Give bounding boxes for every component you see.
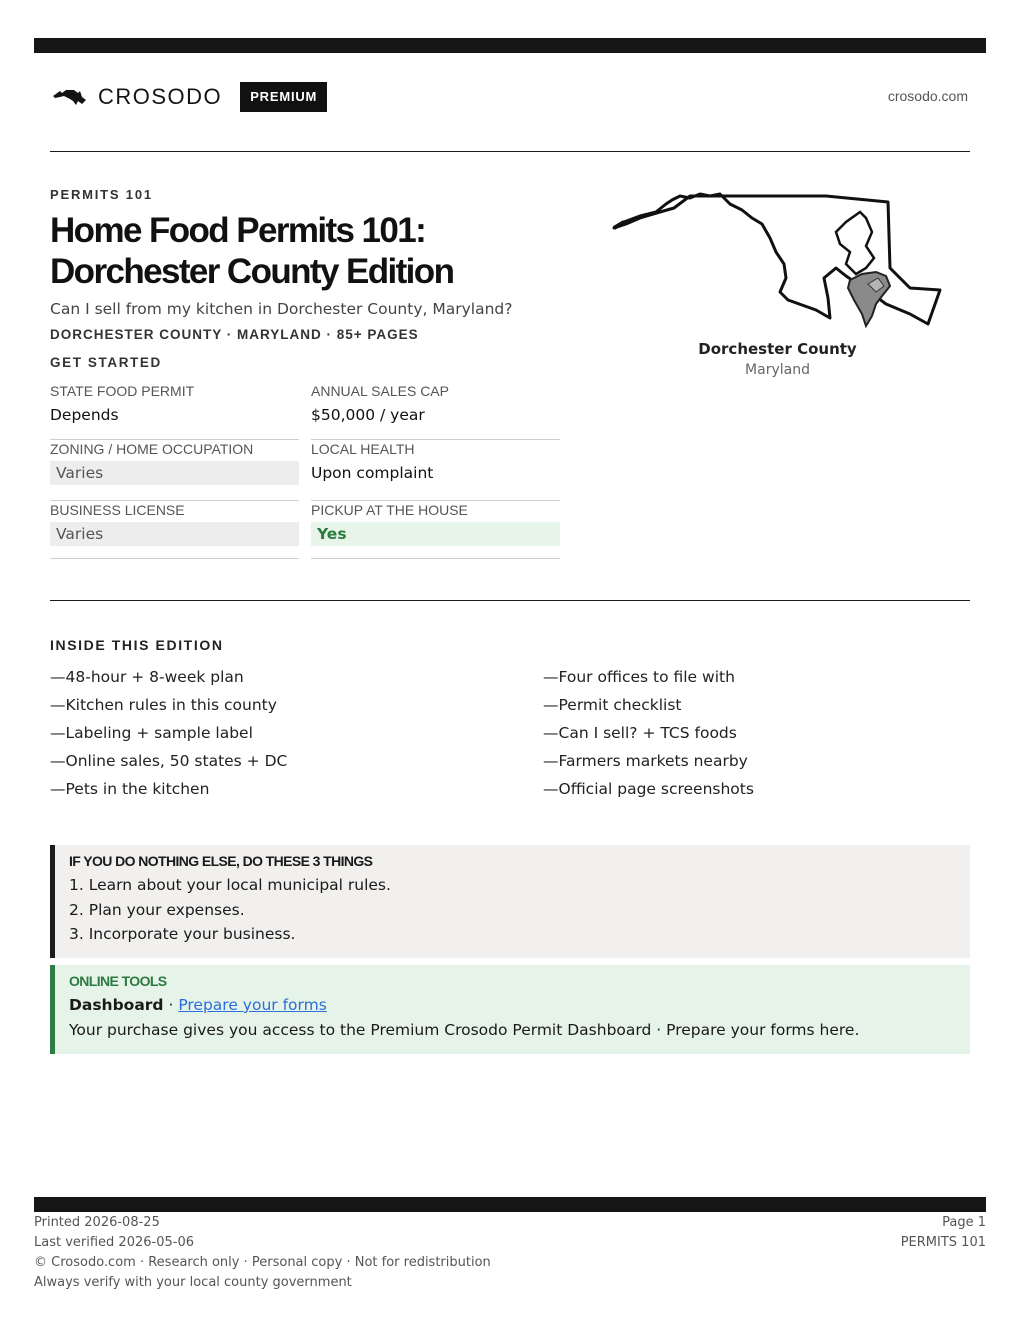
toc-item: —Can I sell? + TCS foods [543, 724, 737, 742]
fact-value: Varies [50, 461, 299, 485]
online-tools-callout [50, 965, 970, 1054]
fact-value: Varies [50, 522, 299, 546]
page-title [50, 210, 610, 292]
disclaimer: Always verify with your local county government [34, 1275, 352, 1290]
fact-value: Yes [311, 522, 560, 546]
dashboard-separator: · [163, 996, 179, 1014]
toc-item: —Pets in the kitchen [50, 780, 210, 798]
premium-badge: PREMIUM [240, 82, 327, 112]
dashboard-label: Dashboard [69, 996, 164, 1014]
prepare-forms-link[interactable]: Prepare your forms [178, 996, 327, 1014]
printed-date: Printed 2026-08-25 [34, 1215, 160, 1230]
subtitle: Can I sell from my kitchen in Dorchester County, Maryland? [50, 300, 513, 318]
section-divider [50, 600, 970, 601]
footer-right [901, 1213, 986, 1253]
toc-item: —Permit checklist [543, 696, 682, 714]
toc-item: —48-hour + 8-week plan [50, 668, 244, 686]
fact-value: Upon complaint [311, 464, 434, 482]
toc-item: —Farmers markets nearby [543, 752, 748, 770]
inside-this-edition-heading: INSIDE THIS EDITION [50, 637, 224, 653]
fact-label: STATE FOOD PERMIT [50, 383, 195, 399]
fact-pickup [311, 501, 560, 559]
map-caption-county: Dorchester County [698, 340, 857, 358]
fact-zoning [50, 440, 299, 501]
maryland-map [610, 188, 946, 333]
toc-item: —Kitchen rules in this county [50, 696, 277, 714]
verified-date: Last verified 2026-05-06 [34, 1235, 194, 1250]
fact-label: PICKUP AT THE HOUSE [311, 502, 468, 518]
bottom-bar [34, 1197, 986, 1212]
footer-left [34, 1213, 491, 1293]
title-line-1: Home Food Permits 101: [50, 211, 426, 250]
eyebrow: PERMITS 101 [50, 187, 153, 202]
callout-item: 2. Plan your expenses. [69, 900, 245, 919]
top-bar [34, 38, 986, 53]
fact-business-license [50, 501, 299, 559]
fact-label: ZONING / HOME OCCUPATION [50, 441, 254, 457]
site-url[interactable]: crosodo.com [887, 88, 968, 104]
maryland-outline-icon [610, 188, 946, 333]
toc-item: —Four offices to file with [543, 668, 735, 686]
fact-local-health [311, 440, 560, 501]
fact-value: Depends [50, 406, 119, 424]
footer-section: PERMITS 101 [900, 1235, 986, 1250]
copyright: © Crosodo.com · Research only · Personal copy · Not for redistribution [34, 1255, 491, 1270]
header-divider [50, 151, 970, 152]
map-caption-state: Maryland [745, 362, 810, 378]
page-number: Page 1 [942, 1215, 986, 1230]
toc-item: —Official page screenshots [543, 780, 754, 798]
fact-state-food-permit [50, 382, 299, 440]
fact-label: BUSINESS LICENSE [50, 502, 185, 518]
facts-grid [50, 382, 559, 559]
fact-annual-sales-cap [311, 382, 560, 440]
toc-left-column [50, 663, 287, 803]
callout-title: IF YOU DO NOTHING ELSE, DO THESE 3 THINGS [69, 853, 373, 869]
dashboard-line [69, 993, 970, 1018]
online-tools-title: ONLINE TOOLS [69, 973, 167, 989]
edition-meta: DORCHESTER COUNTY · MARYLAND · 85+ PAGES [50, 327, 419, 342]
brand-name: CROSODO [98, 84, 223, 109]
toc-item: —Online sales, 50 states + DC [50, 752, 288, 770]
maryland-logo-icon [52, 87, 88, 107]
three-things-callout [50, 845, 970, 958]
callout-item: 3. Incorporate your business. [69, 925, 296, 943]
brand[interactable] [52, 82, 327, 112]
toc-item: —Labeling + sample label [50, 724, 253, 742]
callout-item: 1. Learn about your local municipal rules. [69, 876, 391, 894]
fact-label: LOCAL HEALTH [311, 441, 415, 457]
fact-label: ANNUAL SALES CAP [311, 383, 449, 399]
title-line-2: Dorchester County Edition [50, 252, 454, 291]
section-label-get-started: GET STARTED [50, 355, 162, 370]
fact-value: $50,000 / year [311, 406, 425, 424]
tools-description: Your purchase gives you access to the Premium Crosodo Permit Dashboard · Prepare your forms here. [69, 1020, 860, 1039]
toc-right-column [543, 663, 754, 803]
